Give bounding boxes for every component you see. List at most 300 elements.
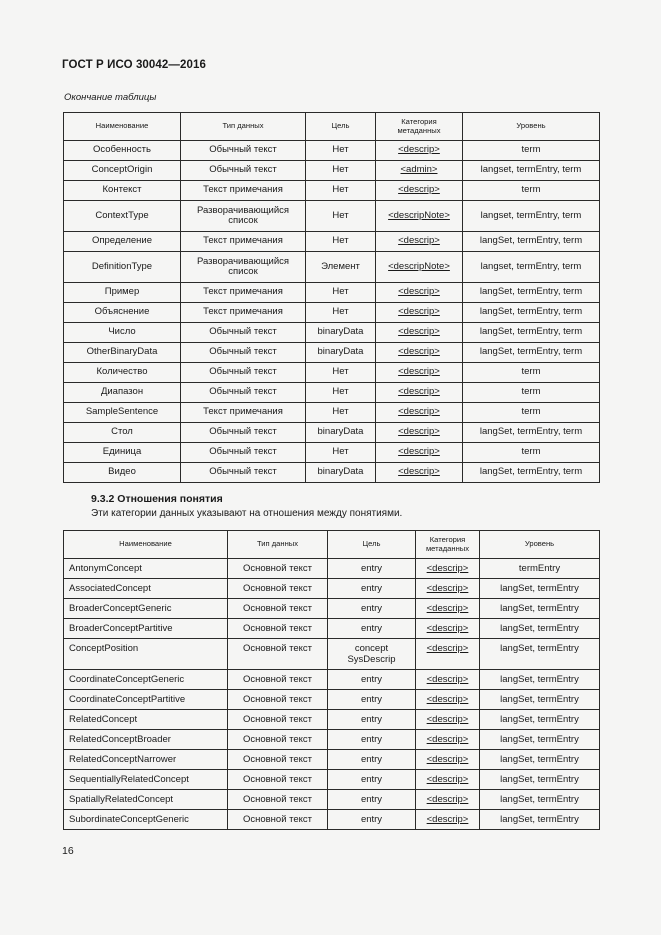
cell-level-text: langset, termEntry, term bbox=[480, 260, 582, 272]
cell-target-text: Нет bbox=[332, 184, 349, 196]
cell-metadata-category-text: <descrip> bbox=[398, 366, 440, 378]
cell-name bbox=[64, 363, 181, 383]
cell-name-text: ContextType bbox=[95, 209, 149, 221]
table-row bbox=[64, 810, 600, 830]
cell-metadata-category bbox=[376, 141, 463, 161]
cell-data-type bbox=[228, 599, 328, 619]
cell-metadata-category-text: <descrip> bbox=[426, 674, 469, 685]
cell-data-type bbox=[228, 750, 328, 770]
cell-data-type bbox=[228, 730, 328, 750]
cell-level-text: term bbox=[521, 184, 541, 196]
cell-target bbox=[306, 141, 376, 161]
table-row bbox=[64, 161, 600, 181]
cell-metadata-category bbox=[416, 599, 480, 619]
cell-name-text: Определение bbox=[91, 235, 153, 247]
table-row bbox=[64, 201, 600, 232]
cell-metadata-category bbox=[376, 403, 463, 423]
table-row bbox=[64, 463, 600, 483]
cell-data-type-text: Основной текст bbox=[242, 563, 313, 574]
cell-name-text: DefinitionType bbox=[91, 260, 153, 272]
column-header-target: Цель bbox=[328, 531, 416, 559]
cell-metadata-category bbox=[376, 232, 463, 252]
cell-metadata-category bbox=[376, 343, 463, 363]
cell-level-text: term bbox=[521, 144, 541, 156]
cell-name bbox=[64, 670, 228, 690]
cell-target-text: Нет bbox=[332, 306, 349, 318]
cell-target bbox=[328, 579, 416, 599]
cell-data-type bbox=[181, 323, 306, 343]
cell-metadata-category-text: <descrip> bbox=[398, 386, 440, 398]
cell-level bbox=[463, 161, 600, 181]
cell-data-type-text: Текст примечания bbox=[203, 235, 283, 247]
cell-target-text: entry bbox=[360, 674, 383, 685]
cell-name bbox=[64, 141, 181, 161]
cell-data-type-text: Основной текст bbox=[242, 583, 313, 594]
cell-name-text: Диапазон bbox=[100, 386, 144, 398]
table-row bbox=[64, 710, 600, 730]
cell-name-text: AssociatedConcept bbox=[69, 583, 151, 594]
cell-name bbox=[64, 599, 228, 619]
table-row bbox=[64, 141, 600, 161]
cell-target-text: entry bbox=[360, 774, 383, 785]
cell-name bbox=[64, 690, 228, 710]
cell-level bbox=[480, 750, 600, 770]
cell-target bbox=[306, 181, 376, 201]
cell-level bbox=[480, 730, 600, 750]
cell-target-text: Нет bbox=[332, 386, 349, 398]
page-number: 16 bbox=[62, 845, 74, 857]
cell-target bbox=[328, 599, 416, 619]
cell-level-text: langSet, termEntry bbox=[500, 643, 579, 654]
cell-level bbox=[480, 790, 600, 810]
cell-level-text: termEntry bbox=[518, 563, 561, 574]
cell-level-text: langSet, termEntry, term bbox=[479, 235, 583, 247]
cell-target bbox=[328, 619, 416, 639]
cell-target-text: concept SysDescrip bbox=[347, 643, 396, 666]
table-row bbox=[64, 619, 600, 639]
cell-target-text: binaryData bbox=[317, 426, 364, 438]
cell-metadata-category bbox=[376, 463, 463, 483]
cell-name-text: Особенность bbox=[93, 144, 151, 156]
cell-level-text: langset, termEntry, term bbox=[480, 164, 582, 176]
cell-data-type bbox=[181, 232, 306, 252]
cell-metadata-category-text: <descrip> bbox=[426, 734, 469, 745]
cell-data-type-text: Основной текст bbox=[242, 603, 313, 614]
cell-target-text: Элемент bbox=[321, 260, 360, 272]
cell-level-text: langSet, termEntry bbox=[500, 814, 579, 825]
cell-target bbox=[306, 443, 376, 463]
cell-name bbox=[64, 283, 181, 303]
cell-name-text: CoordinateConceptGeneric bbox=[69, 674, 185, 685]
cell-target-text: Нет bbox=[332, 144, 349, 156]
cell-target bbox=[306, 423, 376, 443]
cell-metadata-category-text: <descrip> bbox=[398, 144, 440, 156]
cell-target-text: entry bbox=[360, 814, 383, 825]
table-row bbox=[64, 690, 600, 710]
cell-metadata-category-text: <descrip> bbox=[426, 603, 469, 614]
table-header-row bbox=[64, 113, 600, 141]
cell-target bbox=[306, 161, 376, 181]
cell-metadata-category bbox=[416, 579, 480, 599]
cell-target-text: entry bbox=[360, 714, 383, 725]
cell-name bbox=[64, 559, 228, 579]
cell-target-text: Нет bbox=[332, 235, 349, 247]
cell-metadata-category-text: <descrip> bbox=[426, 754, 469, 765]
cell-name-text: SequentiallyRelatedConcept bbox=[69, 774, 189, 785]
data-categories-table-end bbox=[63, 112, 600, 483]
cell-metadata-category bbox=[416, 619, 480, 639]
cell-name-text: ConceptPosition bbox=[69, 643, 139, 654]
table-row bbox=[64, 579, 600, 599]
table-row bbox=[64, 670, 600, 690]
cell-data-type-text: Обычный текст bbox=[209, 366, 277, 378]
table-row bbox=[64, 639, 600, 670]
cell-data-type bbox=[181, 201, 306, 232]
document-header: ГОСТ Р ИСО 30042—2016 bbox=[62, 59, 207, 71]
cell-data-type-text: Текст примечания bbox=[203, 286, 283, 298]
cell-data-type bbox=[181, 252, 306, 283]
cell-level bbox=[463, 252, 600, 283]
cell-name-text: Видео bbox=[108, 466, 136, 478]
cell-level-text: term bbox=[521, 446, 541, 458]
cell-data-type bbox=[181, 303, 306, 323]
cell-target-text: Нет bbox=[332, 164, 349, 176]
cell-level bbox=[463, 363, 600, 383]
cell-target-text: Нет bbox=[332, 366, 349, 378]
cell-name-text: RelatedConceptNarrower bbox=[69, 754, 177, 765]
cell-name bbox=[64, 303, 181, 323]
cell-data-type-text: Обычный текст bbox=[209, 426, 277, 438]
cell-target bbox=[328, 810, 416, 830]
cell-metadata-category bbox=[416, 770, 480, 790]
cell-data-type-text: Основной текст bbox=[242, 694, 313, 705]
cell-name bbox=[64, 423, 181, 443]
table-row bbox=[64, 343, 600, 363]
cell-metadata-category bbox=[416, 639, 480, 670]
cell-metadata-category-text: <descrip> bbox=[426, 774, 469, 785]
cell-metadata-category bbox=[416, 710, 480, 730]
cell-data-type bbox=[181, 161, 306, 181]
column-header-name: Наименование bbox=[64, 531, 228, 559]
cell-target-text: entry bbox=[360, 603, 383, 614]
cell-metadata-category bbox=[376, 323, 463, 343]
cell-name bbox=[64, 810, 228, 830]
cell-name-text: Число bbox=[108, 326, 136, 338]
cell-target bbox=[328, 559, 416, 579]
cell-level bbox=[463, 303, 600, 323]
table-row bbox=[64, 559, 600, 579]
cell-name bbox=[64, 161, 181, 181]
cell-level-text: langSet, termEntry bbox=[500, 754, 579, 765]
cell-metadata-category bbox=[376, 423, 463, 443]
cell-level-text: langSet, termEntry, term bbox=[479, 466, 583, 478]
cell-data-type bbox=[228, 810, 328, 830]
table-row bbox=[64, 750, 600, 770]
table-row bbox=[64, 403, 600, 423]
cell-data-type-text: Текст примечания bbox=[203, 184, 283, 196]
cell-name-text: Контекст bbox=[102, 184, 142, 196]
column-header-metadata-category: Категория метаданных bbox=[416, 531, 480, 559]
cell-name-text: RelatedConcept bbox=[69, 714, 138, 725]
cell-target-text: Нет bbox=[332, 406, 349, 418]
cell-data-type bbox=[181, 141, 306, 161]
cell-data-type-text: Основной текст bbox=[242, 714, 313, 725]
cell-metadata-category bbox=[376, 283, 463, 303]
cell-metadata-category-text: <descrip> bbox=[426, 563, 469, 574]
cell-level-text: langSet, termEntry, term bbox=[479, 326, 583, 338]
cell-target bbox=[306, 383, 376, 403]
column-header-data-type: Тип данных bbox=[181, 113, 306, 141]
cell-target bbox=[328, 690, 416, 710]
cell-data-type-text: Разворачивающийся список bbox=[196, 204, 290, 226]
cell-name-text: SpatiallyRelatedConcept bbox=[69, 794, 174, 805]
cell-name bbox=[64, 323, 181, 343]
cell-data-type-text: Основной текст bbox=[242, 814, 313, 825]
cell-level bbox=[480, 639, 600, 670]
table-row bbox=[64, 181, 600, 201]
cell-metadata-category-text: <descrip> bbox=[426, 643, 469, 654]
cell-target bbox=[306, 363, 376, 383]
cell-metadata-category-text: <descrip> bbox=[398, 235, 440, 247]
cell-level-text: langSet, termEntry bbox=[500, 734, 579, 745]
table-body bbox=[64, 559, 600, 830]
cell-level bbox=[463, 141, 600, 161]
section-heading: 9.3.2 Отношения понятия bbox=[91, 493, 223, 505]
cell-level bbox=[480, 559, 600, 579]
cell-target-text: entry bbox=[360, 694, 383, 705]
cell-target-text: entry bbox=[360, 734, 383, 745]
cell-metadata-category bbox=[376, 252, 463, 283]
cell-name bbox=[64, 383, 181, 403]
cell-name bbox=[64, 181, 181, 201]
table-row bbox=[64, 790, 600, 810]
cell-level bbox=[463, 323, 600, 343]
cell-name-text: BroaderConceptPartitive bbox=[69, 623, 173, 634]
cell-target-text: binaryData bbox=[317, 346, 364, 358]
column-header-target: Цель bbox=[306, 113, 376, 141]
cell-target-text: entry bbox=[360, 794, 383, 805]
cell-name bbox=[64, 770, 228, 790]
cell-data-type bbox=[181, 363, 306, 383]
cell-level bbox=[463, 181, 600, 201]
cell-name-text: OtherBinaryData bbox=[86, 346, 158, 358]
cell-metadata-category bbox=[376, 443, 463, 463]
cell-level-text: langset, termEntry, term bbox=[480, 209, 582, 221]
cell-metadata-category bbox=[416, 559, 480, 579]
cell-data-type bbox=[181, 463, 306, 483]
cell-level bbox=[480, 670, 600, 690]
cell-data-type-text: Основной текст bbox=[242, 623, 313, 634]
cell-data-type bbox=[181, 181, 306, 201]
cell-target-text: entry bbox=[360, 563, 383, 574]
cell-data-type bbox=[181, 423, 306, 443]
cell-metadata-category-text: <descrip> bbox=[426, 623, 469, 634]
cell-metadata-category-text: <descrip> bbox=[426, 794, 469, 805]
cell-level bbox=[463, 283, 600, 303]
cell-data-type-text: Текст примечания bbox=[203, 406, 283, 418]
cell-metadata-category-text: <descrip> bbox=[398, 306, 440, 318]
cell-name bbox=[64, 790, 228, 810]
cell-metadata-category-text: <descrip> bbox=[426, 694, 469, 705]
cell-target bbox=[328, 730, 416, 750]
cell-data-type bbox=[228, 670, 328, 690]
cell-data-type-text: Основной текст bbox=[242, 674, 313, 685]
table-header-row bbox=[64, 531, 600, 559]
cell-level bbox=[480, 690, 600, 710]
cell-name bbox=[64, 232, 181, 252]
cell-level-text: langSet, termEntry bbox=[500, 794, 579, 805]
cell-target bbox=[306, 232, 376, 252]
cell-data-type bbox=[181, 343, 306, 363]
cell-level bbox=[480, 810, 600, 830]
cell-level bbox=[480, 770, 600, 790]
cell-metadata-category-text: <descrip> bbox=[398, 286, 440, 298]
cell-data-type bbox=[228, 770, 328, 790]
column-header-metadata-category: Категория метаданных bbox=[376, 113, 463, 141]
cell-target bbox=[306, 252, 376, 283]
cell-level-text: langSet, termEntry bbox=[500, 694, 579, 705]
cell-name bbox=[64, 343, 181, 363]
cell-name bbox=[64, 463, 181, 483]
cell-metadata-category bbox=[416, 670, 480, 690]
cell-level bbox=[463, 343, 600, 363]
table-row bbox=[64, 323, 600, 343]
cell-data-type bbox=[181, 383, 306, 403]
cell-level-text: langSet, termEntry, term bbox=[479, 306, 583, 318]
cell-data-type-text: Основной текст bbox=[242, 754, 313, 765]
cell-target bbox=[306, 343, 376, 363]
cell-level bbox=[480, 579, 600, 599]
cell-data-type-text: Обычный текст bbox=[209, 386, 277, 398]
cell-data-type bbox=[228, 619, 328, 639]
cell-metadata-category-text: <descrip> bbox=[426, 714, 469, 725]
cell-name bbox=[64, 252, 181, 283]
cell-target bbox=[328, 710, 416, 730]
cell-target bbox=[306, 201, 376, 232]
cell-level bbox=[463, 232, 600, 252]
cell-metadata-category bbox=[376, 181, 463, 201]
cell-metadata-category-text: <descrip> bbox=[398, 426, 440, 438]
cell-metadata-category-text: <descrip> bbox=[398, 184, 440, 196]
cell-level bbox=[463, 423, 600, 443]
cell-level-text: langSet, termEntry bbox=[500, 774, 579, 785]
table-row bbox=[64, 599, 600, 619]
cell-level-text: term bbox=[521, 406, 541, 418]
cell-target bbox=[328, 770, 416, 790]
cell-metadata-category-text: <descrip> bbox=[398, 446, 440, 458]
cell-name bbox=[64, 201, 181, 232]
cell-target-text: Нет bbox=[332, 209, 349, 221]
cell-data-type bbox=[228, 579, 328, 599]
cell-data-type bbox=[228, 790, 328, 810]
table-row bbox=[64, 443, 600, 463]
cell-data-type-text: Обычный текст bbox=[209, 446, 277, 458]
cell-target-text: Нет bbox=[332, 286, 349, 298]
cell-metadata-category bbox=[376, 201, 463, 232]
cell-name bbox=[64, 730, 228, 750]
cell-target bbox=[306, 403, 376, 423]
table-row bbox=[64, 252, 600, 283]
cell-level-text: langSet, termEntry bbox=[500, 603, 579, 614]
table-row bbox=[64, 363, 600, 383]
cell-level bbox=[463, 201, 600, 232]
cell-data-type-text: Разворачивающийся список bbox=[196, 255, 290, 277]
column-header-level: Уровень bbox=[463, 113, 600, 141]
column-header-level: Уровень bbox=[480, 531, 600, 559]
cell-metadata-category-text: <descrip> bbox=[398, 326, 440, 338]
cell-metadata-category-text: <admin> bbox=[400, 164, 438, 176]
concept-relations-table bbox=[63, 530, 600, 830]
cell-data-type-text: Обычный текст bbox=[209, 466, 277, 478]
cell-name bbox=[64, 579, 228, 599]
cell-metadata-category bbox=[376, 363, 463, 383]
cell-name bbox=[64, 710, 228, 730]
cell-metadata-category-text: <descripNote> bbox=[388, 260, 450, 272]
cell-data-type-text: Обычный текст bbox=[209, 346, 277, 358]
cell-data-type bbox=[181, 283, 306, 303]
cell-name bbox=[64, 750, 228, 770]
cell-metadata-category-text: <descrip> bbox=[426, 814, 469, 825]
cell-name-text: BroaderConceptGeneric bbox=[69, 603, 172, 614]
cell-data-type-text: Основной текст bbox=[242, 774, 313, 785]
cell-name-text: Количество bbox=[96, 366, 148, 378]
cell-level-text: term bbox=[521, 366, 541, 378]
cell-target bbox=[306, 303, 376, 323]
column-header-data-type: Тип данных bbox=[228, 531, 328, 559]
cell-target-text: entry bbox=[360, 754, 383, 765]
cell-target-text: binaryData bbox=[317, 466, 364, 478]
cell-metadata-category bbox=[376, 383, 463, 403]
cell-data-type bbox=[228, 559, 328, 579]
cell-data-type-text: Обычный текст bbox=[209, 326, 277, 338]
cell-target bbox=[306, 463, 376, 483]
cell-name-text: Объяснение bbox=[94, 306, 150, 318]
table-row bbox=[64, 283, 600, 303]
cell-level bbox=[463, 463, 600, 483]
cell-level-text: langSet, termEntry bbox=[500, 714, 579, 725]
cell-metadata-category-text: <descripNote> bbox=[388, 209, 450, 221]
cell-target-text: entry bbox=[360, 623, 383, 634]
cell-level bbox=[480, 710, 600, 730]
cell-target bbox=[328, 639, 416, 670]
table-row bbox=[64, 730, 600, 750]
cell-metadata-category bbox=[416, 790, 480, 810]
cell-level bbox=[463, 403, 600, 423]
cell-data-type-text: Текст примечания bbox=[203, 306, 283, 318]
cell-name bbox=[64, 639, 228, 670]
table-row bbox=[64, 232, 600, 252]
cell-target bbox=[328, 670, 416, 690]
table-row bbox=[64, 303, 600, 323]
cell-name-text: SubordinateConceptGeneric bbox=[69, 814, 189, 825]
cell-level-text: langSet, termEntry, term bbox=[479, 426, 583, 438]
cell-level-text: langSet, termEntry bbox=[500, 623, 579, 634]
table-caption: Окончание таблицы bbox=[64, 92, 157, 103]
cell-name-text: SampleSentence bbox=[85, 406, 159, 418]
cell-name bbox=[64, 403, 181, 423]
cell-name bbox=[64, 619, 228, 639]
cell-target-text: Нет bbox=[332, 446, 349, 458]
cell-metadata-category-text: <descrip> bbox=[398, 346, 440, 358]
cell-data-type-text: Обычный текст bbox=[209, 164, 277, 176]
cell-metadata-category bbox=[416, 730, 480, 750]
table-row bbox=[64, 770, 600, 790]
cell-name-text: ConceptOrigin bbox=[91, 164, 153, 176]
table-row bbox=[64, 383, 600, 403]
cell-name-text: Стол bbox=[111, 426, 133, 438]
cell-metadata-category-text: <descrip> bbox=[426, 583, 469, 594]
section-intro: Эти категории данных указывают на отношения между понятиями. bbox=[91, 508, 403, 519]
